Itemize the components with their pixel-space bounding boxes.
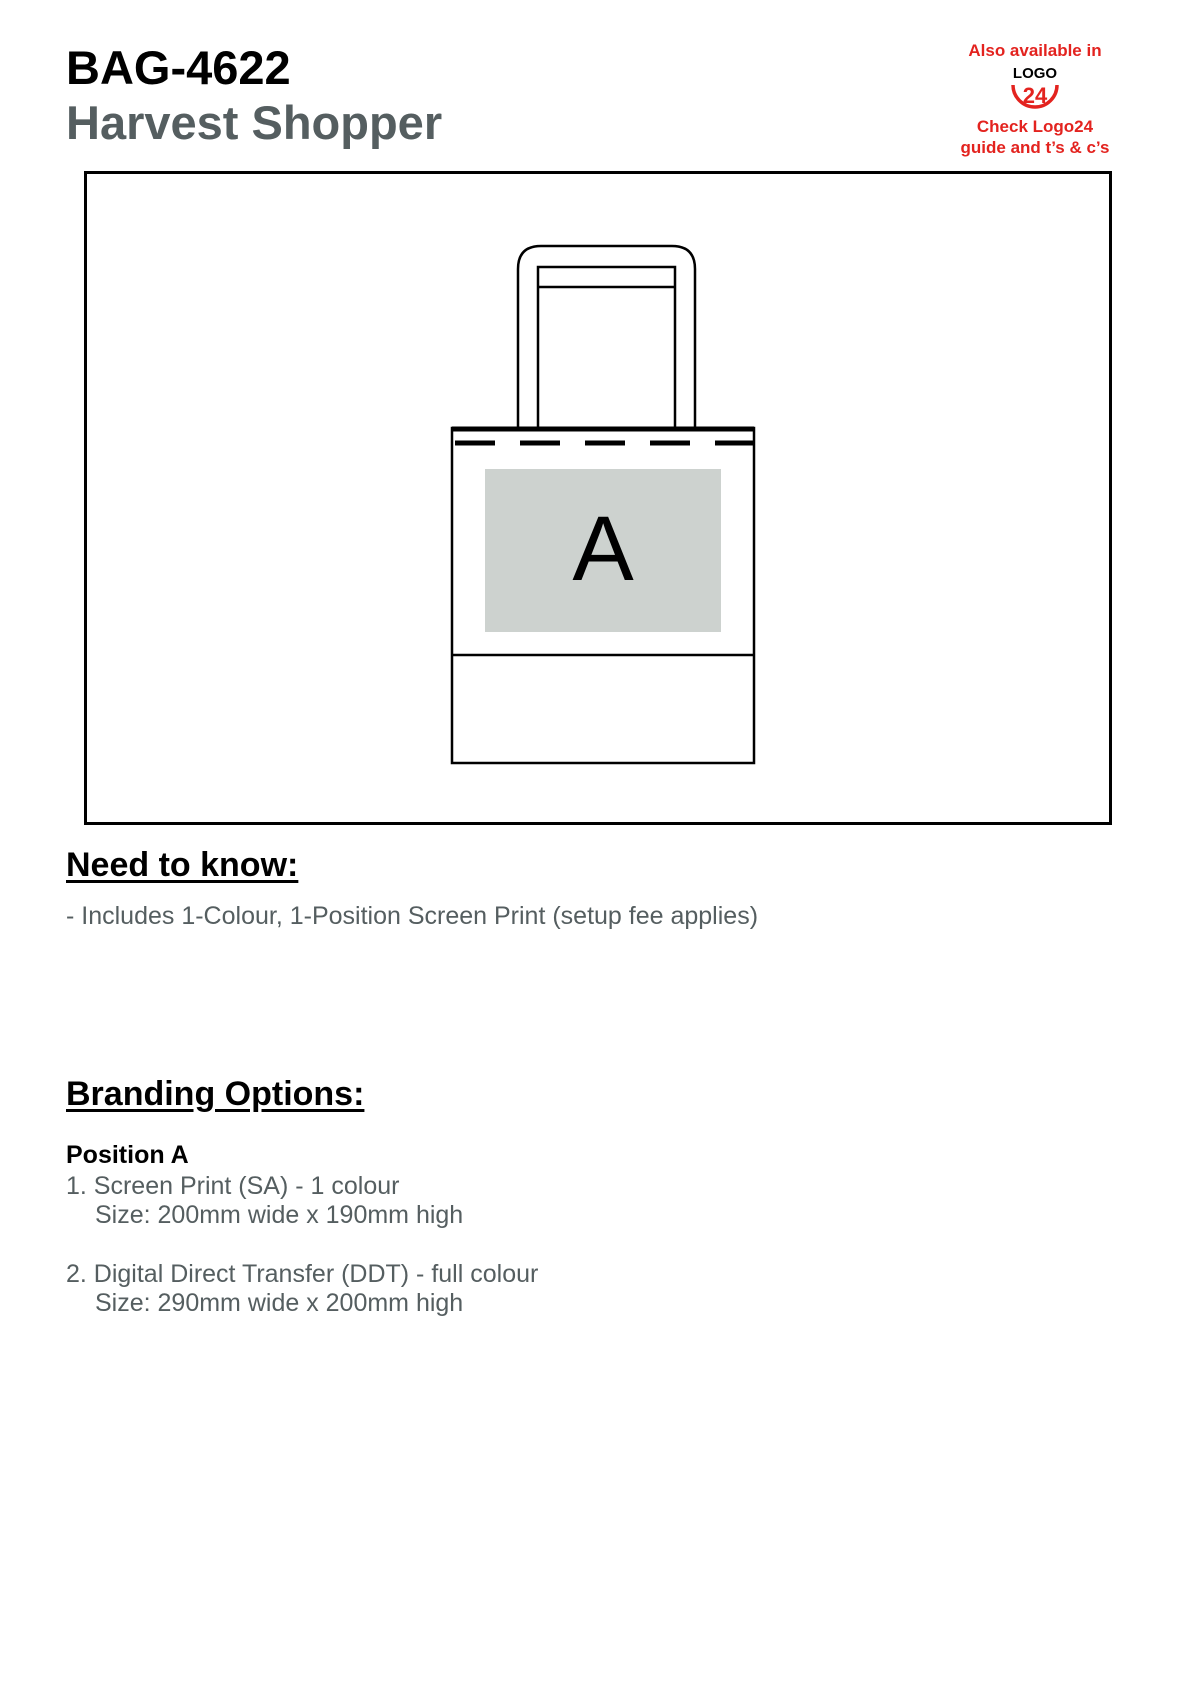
bag-handle-inner — [538, 267, 675, 428]
position-a-heading: Position A — [66, 1141, 189, 1169]
bag-handle-outer — [518, 246, 695, 428]
branding-options-heading: Branding Options: — [66, 1075, 365, 1113]
option-size: Size: 200mm wide x 190mm high — [95, 1201, 464, 1229]
guide-terms-text: guide and t’s & c’s — [960, 138, 1110, 157]
check-logo24-text: Check Logo24 — [976, 117, 1094, 136]
branding-option-screen-print — [66, 1172, 463, 1230]
logo24-notice — [945, 40, 1125, 158]
tote-bag-illustration — [87, 174, 1109, 822]
product-illustration-frame — [84, 171, 1112, 825]
option-method: 2. Digital Direct Transfer (DDT) - full colour — [66, 1260, 539, 1288]
option-size: Size: 290mm wide x 200mm high — [95, 1289, 464, 1317]
branding-option-ddt — [66, 1260, 538, 1318]
option-method: 1. Screen Print (SA) - 1 colour — [66, 1172, 400, 1200]
also-available-text: Also available in — [968, 41, 1102, 60]
position-a-label: A — [572, 498, 634, 600]
need-to-know-heading: Need to know: — [66, 846, 299, 884]
product-code: BAG-4622 — [66, 41, 291, 94]
product-name: Harvest Shopper — [66, 96, 443, 149]
need-to-know-item: - Includes 1-Colour, 1-Position Screen Print (setup fee applies) — [66, 902, 759, 930]
logo24-word: LOGO — [1012, 65, 1058, 82]
logo24-badge — [1005, 63, 1065, 113]
logo24-number: 24 — [1022, 83, 1048, 108]
